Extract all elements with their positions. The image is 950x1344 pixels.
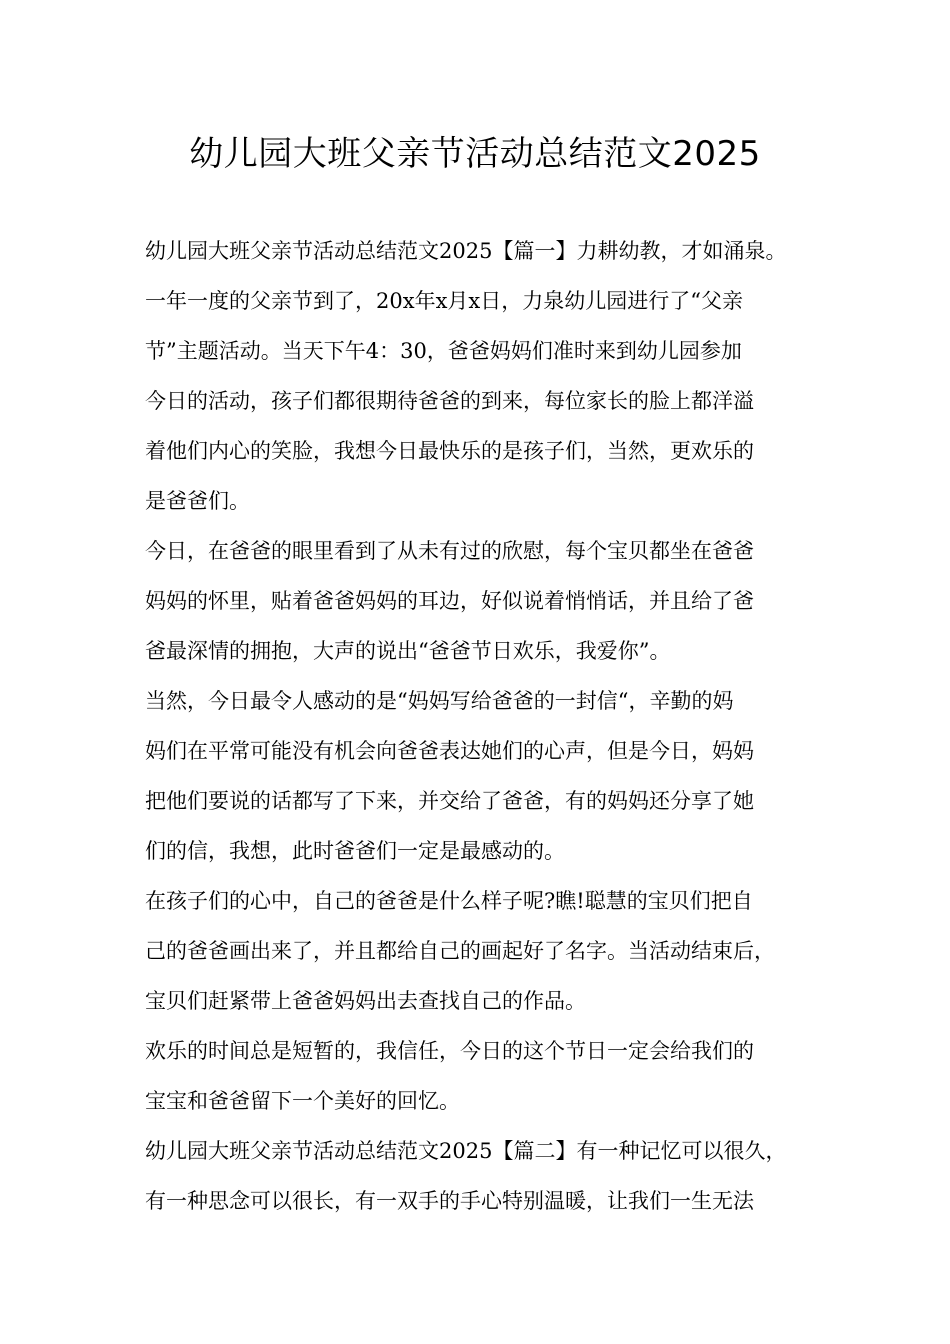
body-line: 宝宝和爸爸留下一个美好的回忆。: [145, 1089, 460, 1113]
body-line: 节”主题活动。当天下午4：30，爸爸妈妈们准时来到幼儿园参加: [145, 339, 742, 363]
body-line: 着他们内心的笑脸，我想今日最快乐的是孩子们，当然，更欢乐的: [145, 439, 754, 463]
document-body: [145, 226, 825, 1226]
body-line: 是爸爸们。: [145, 489, 250, 513]
body-line: 己的爸爸画出来了，并且都给自己的画起好了名字。当活动结束后，: [145, 939, 775, 963]
body-line: 爸最深情的拥抱，大声的说出“爸爸节日欢乐，我爱你”。: [145, 639, 671, 663]
body-line: 今日的活动，孩子们都很期待爸爸的到来，每位家长的脸上都洋溢: [145, 389, 754, 413]
body-line: 把他们要说的话都写了下来，并交给了爸爸，有的妈妈还分享了她: [145, 789, 754, 813]
body-line: 有一种思念可以很长，有一双手的手心特别温暖，让我们一生无法: [145, 1189, 754, 1213]
body-line: 宝贝们赶紧带上爸爸妈妈出去查找自己的作品。: [145, 989, 586, 1013]
body-line: 们的信，我想，此时爸爸们一定是最感动的。: [145, 839, 565, 863]
body-line: 幼儿园大班父亲节活动总结范文2025【篇一】力耕幼教，才如涌泉。: [145, 239, 787, 263]
body-line: 今日，在爸爸的眼里看到了从未有过的欣慰，每个宝贝都坐在爸爸: [145, 539, 754, 563]
body-line: 当然，今日最令人感动的是“妈妈写给爸爸的一封信“，辛勤的妈: [145, 689, 734, 713]
body-line: 幼儿园大班父亲节活动总结范文2025【篇二】有一种记忆可以很久，: [145, 1139, 787, 1163]
body-line: 一年一度的父亲节到了，20x年x月x日，力泉幼儿园进行了“父亲: [145, 289, 743, 313]
body-line: 妈们在平常可能没有机会向爸爸表达她们的心声，但是今日，妈妈: [145, 739, 754, 763]
body-line: 欢乐的时间总是短暂的，我信任，今日的这个节日一定会给我们的: [145, 1039, 754, 1063]
document-title: 幼儿园大班父亲节活动总结范文2025: [189, 134, 761, 174]
body-line: 在孩子们的心中，自己的爸爸是什么样子呢?瞧!聪慧的宝贝们把自: [145, 889, 753, 913]
body-line: 妈妈的怀里，贴着爸爸妈妈的耳边，好似说着悄悄话，并且给了爸: [145, 589, 754, 613]
